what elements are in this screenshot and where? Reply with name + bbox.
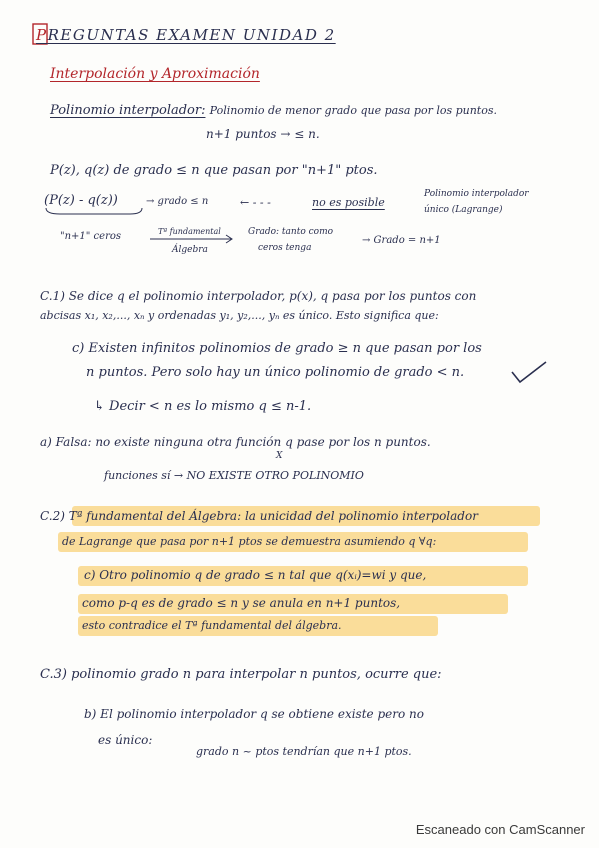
reasoning-theorem-bottom: Álgebra xyxy=(172,245,208,255)
c1-answer-line-2: n puntos. Pero solo hay un único polinomio de grado < n. xyxy=(86,365,465,380)
c2-answer-line-2: como p-q es de grado ≤ n y se anula en n+1 puntos, xyxy=(82,596,401,610)
c1-option-a-line-1: a) Falsa: no existe ninguna otra función q pase por los n puntos. xyxy=(40,435,431,449)
definition-line-2: n+1 puntos → ≤ n. xyxy=(206,127,320,141)
c3-answer-line-3: grado n ~ ptos tendrían que n+1 ptos. xyxy=(196,745,412,758)
reasoning-arrow-grade: → grado ≤ n xyxy=(146,196,209,207)
reasoning-grade-l1: Grado: tanto como xyxy=(248,227,334,237)
reasoning-line-1: P(z), q(z) de grado ≤ n que pasan por "n+1" ptos. xyxy=(50,163,378,178)
c1-option-a-mark: X xyxy=(276,451,283,461)
c2-question-line-2: de Lagrange que pasa por n+1 ptos se demuestra asumiendo q ∀q: xyxy=(62,535,437,548)
reasoning-not-possible: no es posible xyxy=(312,196,385,209)
c1-question-line-1: C.1) Se dice q el polinomio interpolador, p(x), q pasa por los puntos con xyxy=(40,289,477,303)
section-subtitle: Interpolación y Aproximación xyxy=(50,66,260,82)
c1-option-a-line-2: funciones sí → NO EXISTE OTRO POLINOMIO xyxy=(104,469,364,482)
definition-line xyxy=(50,104,497,117)
title-initial: P xyxy=(36,26,48,44)
reasoning-grade-l2: ceros tenga xyxy=(258,243,312,253)
page-title xyxy=(36,28,336,43)
definition-text: Polinomio de menor grado que pasa por los puntos. xyxy=(209,104,497,117)
c2-answer-line-3: esto contradice el Tª fundamental del álgebra. xyxy=(82,619,342,632)
c3-answer-line-1: b) El polinomio interpolador q se obtiene existe pero no xyxy=(84,707,424,721)
reasoning-result-l2: único (Lagrange) xyxy=(424,205,503,215)
title-rest: REGUNTAS EXAMEN UNIDAD 2 xyxy=(47,26,336,44)
c3-answer-line-2: es único: xyxy=(98,733,153,747)
reasoning-roots: "n+1" ceros xyxy=(60,231,122,242)
reasoning-result-l1: Polinomio interpolador xyxy=(424,189,529,199)
c1-question-line-2: abcisas x₁, x₂,..., xₙ y ordenadas y₁, y₂,..., yₙ es único. Esto significa que: xyxy=(40,309,439,322)
reasoning-expr: (P(z) - q(z)) xyxy=(44,193,118,208)
reasoning-grade-result: → Grado = n+1 xyxy=(362,235,441,246)
c1-note: ↳ Decir < n es lo mismo q ≤ n-1. xyxy=(94,399,312,414)
c3-question-line-1: C.3) polinomio grado n para interpolar n puntos, ocurre que: xyxy=(40,667,442,682)
c1-answer-line-1: c) Existen infinitos polinomios de grado ≥ n que pasan por los xyxy=(72,341,482,356)
scanner-watermark: Escaneado con CamScanner xyxy=(415,822,585,837)
reasoning-theorem-top: Tª fundamental xyxy=(158,227,221,236)
c2-question-line-1: C.2) Tª fundamental del Álgebra: la unicidad del polinomio interpolador xyxy=(40,509,478,523)
check-icon xyxy=(512,362,546,382)
definition-term: Polinomio interpolador: xyxy=(50,103,206,118)
reasoning-dashes: ← - - - xyxy=(240,196,271,209)
c2-answer-line-1: c) Otro polinomio q de grado ≤ n tal que q(xᵢ)=wi y que, xyxy=(84,568,427,582)
